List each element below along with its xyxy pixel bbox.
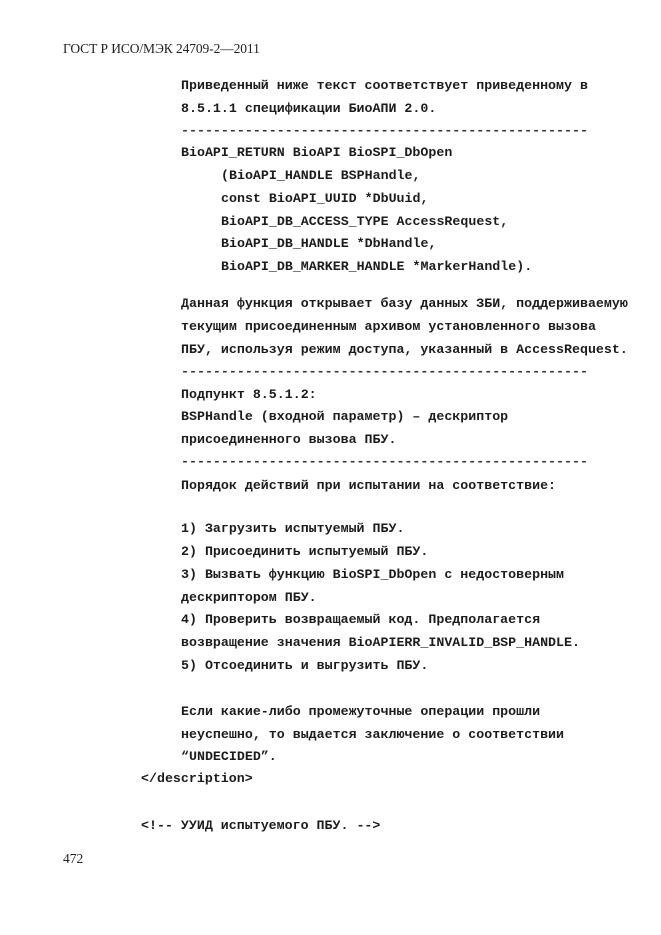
separator-line: ---------------------------------------------------	[181, 454, 588, 469]
conclusion-line: неуспешно, то выдается заключение о соответствии	[181, 727, 565, 742]
signature-line: BioAPI_DB_HANDLE *DbHandle,	[221, 236, 437, 251]
closing-tag: </description>	[141, 771, 253, 786]
description-line: ПБУ, используя режим доступа, указанный в AccessRequest.	[181, 342, 628, 357]
description-line: текущим присоединенным архивом установленного вызова	[181, 319, 596, 334]
procedure-step: 2) Присоединить испытуемый ПБУ.	[181, 544, 429, 559]
conclusion-line: “UNDECIDED”.	[181, 749, 277, 764]
procedure-step: 1) Загрузить испытуемый ПБУ.	[181, 521, 405, 536]
procedure-step: возвращение значения BioAPIERR_INVALID_BSP_HANDLE.	[181, 635, 580, 650]
signature-line: BioAPI_RETURN BioAPI BioSPI_DbOpen	[181, 145, 453, 160]
xml-comment: <!-- УУИД испытуемого ПБУ. -->	[141, 818, 381, 833]
subclause-line: Подпункт 8.5.1.2:	[181, 387, 317, 402]
procedure-step: 4) Проверить возвращаемый код. Предполагается	[181, 612, 541, 627]
separator-line: ---------------------------------------------------	[181, 364, 588, 379]
signature-line: BioAPI_DB_MARKER_HANDLE *MarkerHandle).	[221, 259, 533, 274]
document-header: ГОСТ Р ИСО/МЭК 24709-2—2011	[63, 41, 260, 56]
intro-line: 8.5.1.1 спецификации БиоАПИ 2.0.	[181, 101, 437, 116]
description-line: Данная функция открывает базу данных ЗБИ, поддерживаемую	[181, 296, 628, 311]
signature-line: BioAPI_DB_ACCESS_TYPE AccessRequest,	[221, 214, 509, 229]
separator-line: ---------------------------------------------------	[181, 123, 588, 138]
procedure-step: 5) Отсоединить и выгрузить ПБУ.	[181, 658, 429, 673]
subclause-line: присоединенного вызова ПБУ.	[181, 432, 397, 447]
intro-line: Приведенный ниже текст соответствует приведенному в	[181, 78, 588, 93]
procedure-step: 3) Вызвать функцию BioSPI_DbOpen с недостоверным	[181, 567, 565, 582]
procedure-step: дескриптором ПБУ.	[181, 590, 317, 605]
subclause-line: BSPHandle (входной параметр) – дескриптор	[181, 409, 509, 424]
page-number: 472	[63, 851, 84, 866]
procedure-title: Порядок действий при испытании на соответствие:	[181, 478, 557, 493]
signature-line: const BioAPI_UUID *DbUuid,	[221, 191, 429, 206]
signature-line: (BioAPI_HANDLE BSPHandle,	[221, 168, 421, 183]
conclusion-line: Если какие-либо промежуточные операции прошли	[181, 704, 541, 719]
